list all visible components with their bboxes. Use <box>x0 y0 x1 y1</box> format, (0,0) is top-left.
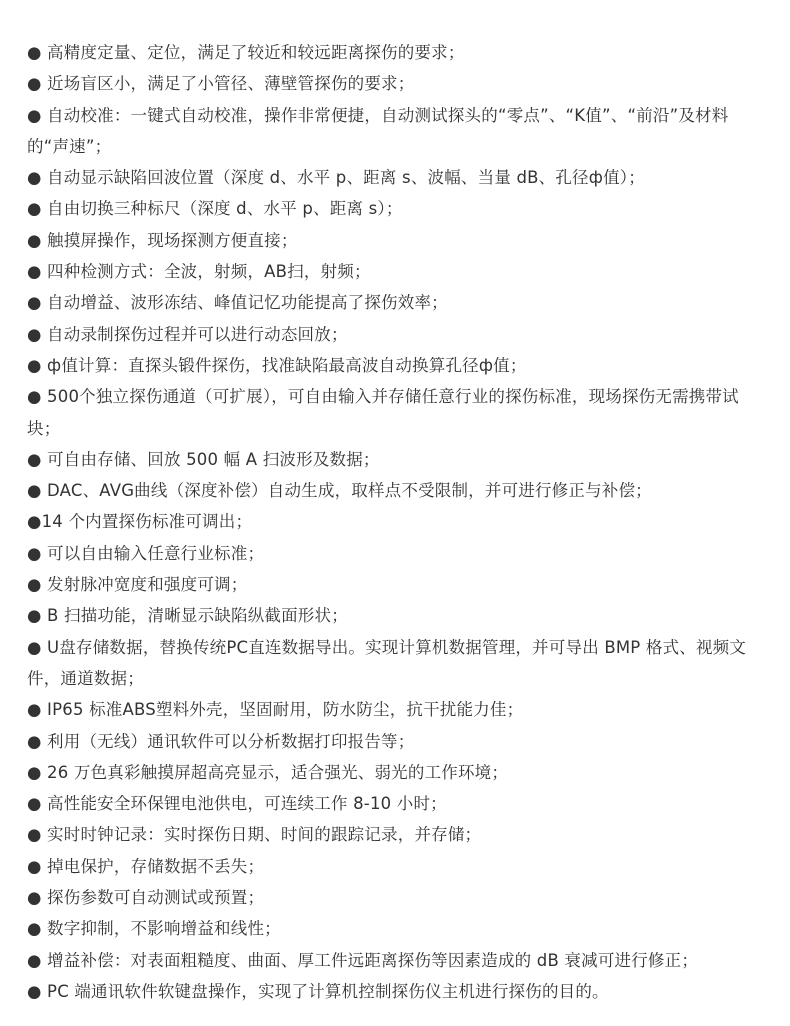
feature-item: ●14 个内置探伤标准可调出； <box>27 512 253 532</box>
feature-item: ● B 扫描功能，清晰显示缺陷纵截面形状； <box>27 606 348 626</box>
feature-item: ● 高性能安全环保锂电池供电，可连续工作 8-10 小时； <box>27 794 447 814</box>
feature-item: ● 可自由存储、回放 500 幅 A 扫波形及数据； <box>27 449 380 469</box>
feature-item: ● 数字抑制，不影响增益和线性； <box>27 919 281 939</box>
feature-item: ● 500个独立探伤通道（可扩展），可自由输入并存储任意行业的探伤标准，现场探伤无需携带试块； <box>27 387 739 438</box>
feature-item: ● 探伤参数可自动测试或预置； <box>27 888 265 908</box>
feature-item: ● 掉电保护，存储数据不丢失； <box>27 856 265 876</box>
feature-item: ● 自由切换三种标尺（深度 d、水平 p、距离 s）； <box>27 199 403 219</box>
feature-item: ● 高精度定量、定位，满足了较近和较远距离探伤的要求； <box>27 43 465 62</box>
feature-item: ● IP65 标准ABS塑料外壳，坚固耐用，防水防尘，抗干扰能力佳； <box>27 700 524 720</box>
feature-item: ● 利用（无线）通讯软件可以分析数据打印报告等； <box>27 731 415 751</box>
feature-item: ● 近场盲区小，满足了小管径、薄壁管探伤的要求； <box>27 74 415 94</box>
feature-item: ● 自动录制探伤过程并可以进行动态回放； <box>27 324 348 344</box>
feature-item: ● 发射脉冲宽度和强度可调； <box>27 575 248 595</box>
feature-item: ● 自动显示缺陷回波位置（深度 d、水平 p、距离 s、波幅、当量 dB、孔径ф值）； <box>27 168 645 188</box>
feature-item: ● 自动校准：一键式自动校准，操作非常便捷，自动测试探头的“零点”、“K值”、“前沿”及材料的“声速”； <box>27 105 729 156</box>
feature-item: ● 实时时钟记录：实时探伤日期、时间的跟踪记录，并存储； <box>27 825 482 845</box>
feature-item: ● 自动增益、波形冻结、峰值记忆功能提高了探伤效率； <box>27 293 448 313</box>
feature-item: ● 触摸屏操作，现场探测方便直接； <box>27 230 298 250</box>
feature-item: ● PC 端通讯软件软键盘操作，实现了计算机控制探伤仪主机进行探伤的目的。 <box>27 981 609 1001</box>
feature-item: ● ф值计算：直探头锻件探伤，找准缺陷最高波自动换算孔径ф值； <box>27 355 527 375</box>
feature-item: ● DAC、AVG曲线（深度补偿）自动生成，取样点不受限制，并可进行修正与补偿； <box>27 481 652 501</box>
feature-item: ● U盘存储数据，替换传统PC直连数据导出。实现计算机数据管理，并可导出 BMP 格式、视频文件，通道数据； <box>27 637 747 688</box>
feature-list <box>27 37 767 1007</box>
feature-item: ● 增益补偿：对表面粗糙度、曲面、厚工件远距离探伤等因素造成的 dB 衰减可进行修正； <box>27 950 699 970</box>
feature-item: ● 可以自由输入任意行业标准； <box>27 543 265 563</box>
feature-item: ● 26 万色真彩触摸屏超高亮显示，适合强光、弱光的工作环境； <box>27 762 509 782</box>
feature-item: ● 四种检测方式：全波，射频，AB扫，射频； <box>27 262 371 282</box>
